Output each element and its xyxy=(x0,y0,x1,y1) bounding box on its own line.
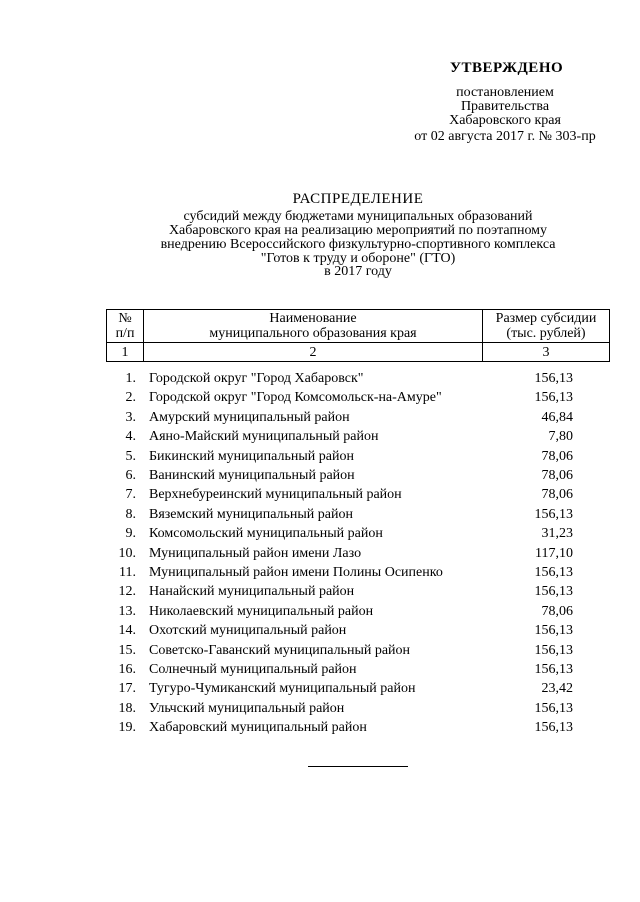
row-value: 78,06 xyxy=(541,468,573,483)
table-row xyxy=(0,621,640,640)
approval-line-1: постановлением xyxy=(456,85,554,100)
row-name: Советско-Гаванский муниципальный район xyxy=(149,642,411,658)
row-name: Нанайский муниципальный район xyxy=(149,584,355,600)
row-number: 15. xyxy=(118,642,136,658)
row-value: 78,06 xyxy=(541,603,573,619)
table-row xyxy=(0,505,640,524)
table-row xyxy=(0,466,640,485)
header-name-line2: муниципального образования края xyxy=(209,326,417,341)
row-name: Верхнебуреинский муниципальный район xyxy=(149,487,402,503)
approval-line-3: Хабаровского края xyxy=(449,113,561,128)
row-number: 14. xyxy=(118,623,136,639)
row-name: Муниципальный район имени Полины Осипенко xyxy=(149,565,443,580)
row-name: Вяземский муниципальный район xyxy=(149,506,353,522)
row-number: 13. xyxy=(118,603,136,619)
row-value: 156,13 xyxy=(534,720,573,736)
row-name: Николаевский муниципальный район xyxy=(149,603,374,619)
row-name: Городской округ "Город Хабаровск" xyxy=(149,371,364,386)
header-num xyxy=(107,310,144,343)
table-row xyxy=(0,524,640,543)
row-value: 156,13 xyxy=(534,584,573,600)
table-row xyxy=(0,544,640,563)
document-title: РАСПРЕДЕЛЕНИЕ xyxy=(292,191,424,207)
approval-line-2: Правительства xyxy=(460,99,550,114)
table-row xyxy=(0,427,640,446)
row-number: 2. xyxy=(125,390,136,406)
row-value: 156,13 xyxy=(534,506,573,522)
table-row xyxy=(0,679,640,698)
row-value: 156,13 xyxy=(534,662,573,677)
row-value: 46,84 xyxy=(541,409,573,425)
table-row xyxy=(0,563,640,582)
subtitle-line: "Готов к труду и обороне" (ГТО) xyxy=(260,251,456,266)
row-name: Солнечный муниципальный район xyxy=(149,662,357,677)
row-number: 9. xyxy=(125,526,136,542)
row-number: 1. xyxy=(125,371,136,386)
header-amount-line2: (тыс. рублей) xyxy=(506,326,586,341)
table-row xyxy=(0,582,640,601)
row-number: 8. xyxy=(125,506,136,522)
row-number: 10. xyxy=(118,545,136,561)
divider-line xyxy=(308,766,408,767)
row-number: 4. xyxy=(125,429,136,445)
header-amount xyxy=(483,310,610,343)
row-name: Ульчский муниципальный район xyxy=(149,700,345,716)
row-name: Аяно-Майский муниципальный район xyxy=(149,429,379,445)
table-row xyxy=(0,660,640,679)
table-row xyxy=(0,447,640,466)
row-name: Муниципальный район имени Лазо xyxy=(149,545,362,561)
header-amount-line1: Размер субсидии xyxy=(495,311,597,326)
row-value: 156,13 xyxy=(534,623,573,639)
column-number-3: 3 xyxy=(483,343,610,362)
row-name: Ванинский муниципальный район xyxy=(149,468,355,483)
row-number: 6. xyxy=(125,468,136,483)
subtitle-line: субсидий между бюджетами муниципальных образований xyxy=(183,209,533,224)
row-value: 23,42 xyxy=(541,681,573,697)
header-num-line1: № xyxy=(118,311,132,326)
row-value: 156,13 xyxy=(534,700,573,716)
approval-line-4: от 02 августа 2017 г. № 303-пр xyxy=(414,129,596,144)
row-name: Бикинский муниципальный район xyxy=(149,448,354,464)
row-number: 18. xyxy=(118,700,136,716)
row-number: 3. xyxy=(125,409,136,425)
row-value: 156,13 xyxy=(534,371,573,386)
table-row xyxy=(0,602,640,621)
row-number: 5. xyxy=(125,448,136,464)
subtitle-line: Хабаровского края на реализацию мероприятий по поэтапному xyxy=(168,223,548,238)
row-name: Комсомольский муниципальный район xyxy=(149,526,383,542)
row-name: Тугуро-Чумиканский муниципальный район xyxy=(149,681,416,697)
row-value: 117,10 xyxy=(535,545,573,561)
row-name: Хабаровский муниципальный район xyxy=(149,720,367,736)
table-row xyxy=(0,485,640,504)
row-number: 16. xyxy=(118,662,136,677)
row-name: Амурский муниципальный район xyxy=(149,409,350,425)
table-header xyxy=(106,309,610,362)
column-number-1: 1 xyxy=(107,343,144,362)
row-value: 78,06 xyxy=(541,487,573,503)
row-value: 156,13 xyxy=(534,390,573,406)
header-name-line1: Наименование xyxy=(269,311,357,326)
approval-heading: УТВЕРЖДЕНО xyxy=(450,60,564,76)
column-number-2: 2 xyxy=(144,343,483,362)
row-number: 7. xyxy=(125,487,136,503)
table-row xyxy=(0,388,640,407)
table-row xyxy=(0,369,640,388)
row-value: 7,80 xyxy=(548,429,573,445)
row-number: 11. xyxy=(119,565,136,580)
row-number: 19. xyxy=(118,720,136,736)
row-number: 17. xyxy=(118,681,136,697)
row-name: Охотский муниципальный район xyxy=(149,623,347,639)
subtitle-line: в 2017 году xyxy=(324,264,392,279)
table-row xyxy=(0,641,640,660)
row-value: 31,23 xyxy=(541,526,573,542)
row-value: 156,13 xyxy=(534,642,573,658)
subtitle-line: внедрению Всероссийского физкультурно-спортивного комплекса xyxy=(160,237,556,252)
table-row xyxy=(0,718,640,737)
row-value: 156,13 xyxy=(534,565,573,580)
table-row xyxy=(0,699,640,718)
header-name xyxy=(144,310,483,343)
table-row xyxy=(0,408,640,427)
header-num-line2: п/п xyxy=(115,326,135,341)
row-value: 78,06 xyxy=(541,448,573,464)
row-number: 12. xyxy=(118,584,136,600)
row-name: Городской округ "Город Комсомольск-на-Амуре" xyxy=(149,390,442,406)
